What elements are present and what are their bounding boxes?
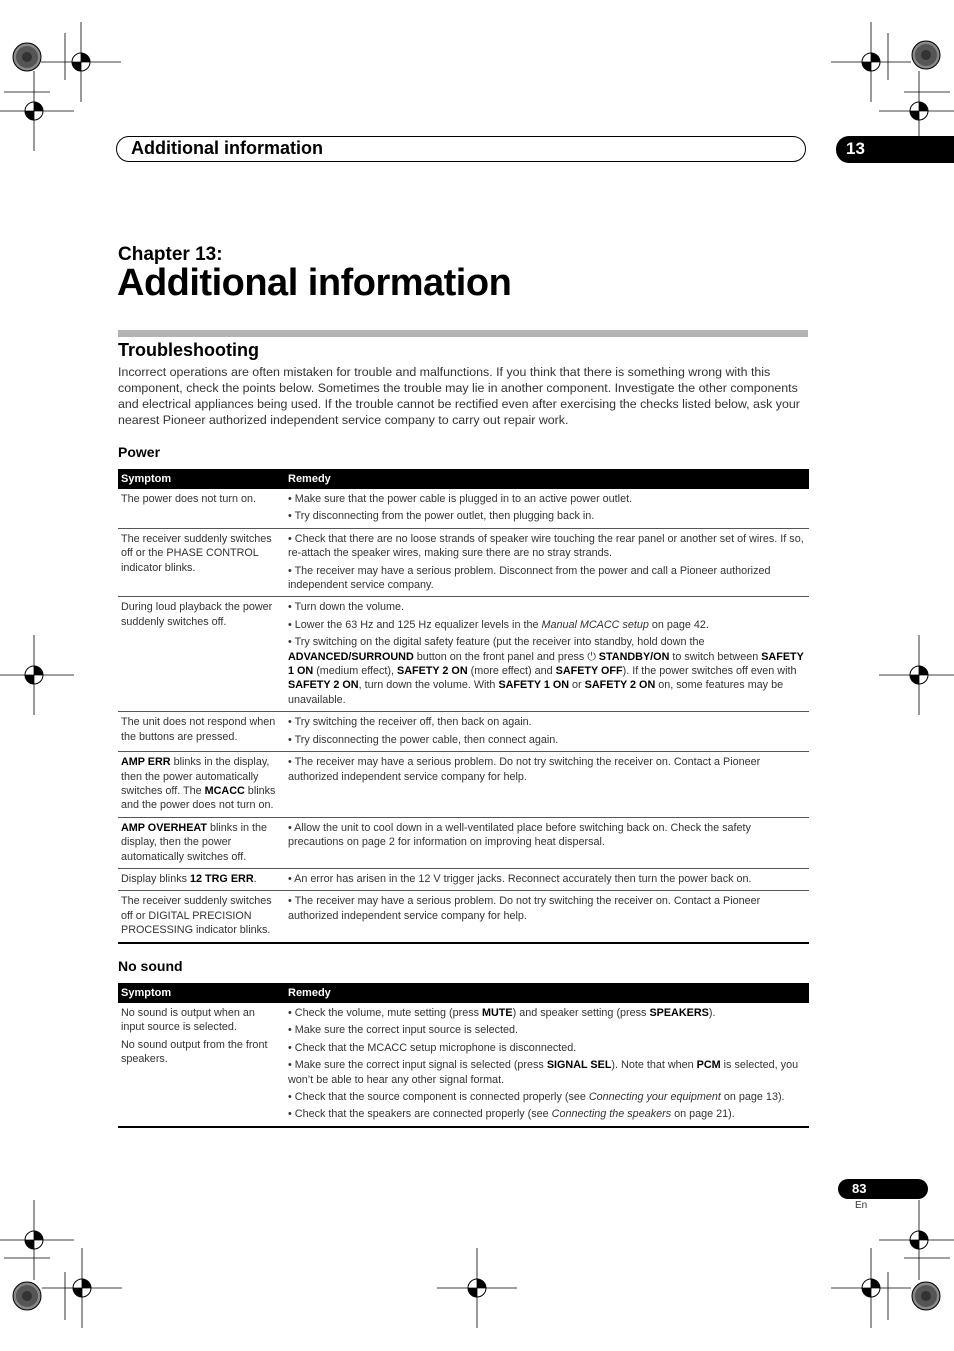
remedy-cell bbox=[284, 891, 809, 943]
remedy-cell bbox=[284, 489, 809, 528]
table-row bbox=[118, 868, 809, 890]
remedy-cell bbox=[284, 597, 809, 712]
page-number-badge bbox=[838, 1179, 928, 1199]
symptom-text: The receiver suddenly switches off or DIGITAL PRECISION PROCESSING indicator blinks. bbox=[121, 895, 272, 937]
section-rule bbox=[118, 330, 808, 337]
symptom-text: Display blinks 12 TRG ERR. bbox=[121, 872, 257, 885]
table-row bbox=[118, 489, 809, 528]
symptom-column-header: Symptom bbox=[118, 983, 284, 1003]
table-row bbox=[118, 712, 809, 752]
symptom-column-header: Symptom bbox=[118, 469, 284, 489]
remedy-cell bbox=[284, 528, 809, 597]
symptom-cell bbox=[118, 891, 284, 943]
remedy-item: • Check that the speakers are connected properly (see Connecting the speakers on page 21). bbox=[288, 1108, 735, 1121]
remedy-item: • The receiver may have a serious problem. Do not try switching the receiver on. Contact a Pioneer authorized independent service company for help. bbox=[288, 756, 761, 783]
section-intro: Incorrect operations are often mistaken for trouble and malfunctions. If you think that there is something wrong with this component, check the points below. Sometimes the trouble may lie in another component. Investigate the other components and electrical appliances being used. If the trouble cannot be rectified even after exercising the checks listed below, ask your nearest Pioneer authorized independent service company to carry out repair work. bbox=[118, 365, 800, 427]
symptom-cell bbox=[118, 528, 284, 597]
symptom-text: AMP OVERHEAT blinks in the display, then the power automatically switches off. bbox=[121, 821, 268, 863]
remedy-cell bbox=[284, 752, 809, 818]
no-sound-subheading: No sound bbox=[118, 958, 183, 974]
remedy-item: • The receiver may have a serious problem. Disconnect from the power and call a Pioneer authorized independent service company. bbox=[288, 564, 771, 592]
symptom-cell bbox=[118, 712, 284, 752]
remedy-item: • Lower the 63 Hz and 125 Hz equalizer levels in the Manual MCACC setup on page 42. bbox=[288, 618, 709, 631]
remedy-cell bbox=[284, 817, 809, 868]
remedy-item: • Turn down the volume. bbox=[288, 601, 405, 614]
section-title: Troubleshooting bbox=[118, 340, 259, 360]
page-number: 83 bbox=[852, 1181, 867, 1196]
table-header-row bbox=[118, 469, 809, 489]
page-language: En bbox=[855, 1200, 868, 1211]
symptom-cell bbox=[118, 489, 284, 528]
table-row bbox=[118, 1003, 809, 1127]
remedy-cell bbox=[284, 868, 809, 890]
chapter-tab bbox=[836, 136, 954, 163]
symptom-text: During loud playback the power suddenly switches off. bbox=[121, 601, 273, 628]
symptom-cell bbox=[118, 752, 284, 818]
table-header-row bbox=[118, 983, 809, 1003]
symptom-cell bbox=[118, 1003, 284, 1127]
power-subheading: Power bbox=[118, 444, 161, 460]
symptom-cell bbox=[118, 868, 284, 890]
remedy-item: • Make sure the correct input source is selected. bbox=[288, 1024, 519, 1037]
remedy-item: • The receiver may have a serious problem. Do not try switching the receiver on. Contact a Pioneer authorized independent service company for help. bbox=[288, 895, 761, 922]
power-table bbox=[118, 469, 809, 944]
symptom-text: The power does not turn on. bbox=[121, 493, 257, 505]
symptom-text: The receiver suddenly switches off or the PHASE CONTROL indicator blinks. bbox=[121, 532, 272, 574]
symptom-cell bbox=[118, 817, 284, 868]
header-title: Additional information bbox=[131, 138, 323, 158]
remedy-item: • Allow the unit to cool down in a well-ventilated place before switching back on. Check the safety precautions on page 2 for information on improving heat dispersal. bbox=[288, 821, 751, 849]
table-row bbox=[118, 891, 809, 943]
chapter-title: Additional information bbox=[117, 262, 512, 304]
remedy-item: • Try disconnecting from the power outlet, then plugging back in. bbox=[288, 510, 595, 523]
symptom-cell bbox=[118, 597, 284, 712]
remedy-item: • Check that the MCACC setup microphone is disconnected. bbox=[288, 1041, 577, 1054]
table-row bbox=[118, 752, 809, 818]
symptom-text: The unit does not respond when the buttons are pressed. bbox=[121, 716, 276, 743]
remedy-cell bbox=[284, 1003, 809, 1127]
symptom-text: No sound output from the front speakers. bbox=[121, 1038, 268, 1066]
remedy-item: • Check that the source component is connected properly (see Connecting your equipment on page 13). bbox=[288, 1091, 785, 1104]
no-sound-table bbox=[118, 983, 809, 1128]
remedy-item: • Check that there are no loose strands of speaker wire touching the rear panel or another set of wires. If so, re-attach the speaker wires, making sure there are no stray strands. bbox=[288, 532, 804, 560]
symptom-text: No sound is output when an input source is selected. bbox=[121, 1007, 255, 1034]
remedy-item: • Try disconnecting the power cable, then connect again. bbox=[288, 733, 559, 746]
remedy-item: • Make sure the correct input signal is selected (press SIGNAL SEL). Note that when PCM is selected, you won’t be able to hear any other signal format. bbox=[288, 1059, 799, 1086]
remedy-column-header: Remedy bbox=[284, 983, 809, 1003]
table-row bbox=[118, 528, 809, 597]
remedy-item: • An error has arisen in the 12 V trigger jacks. Reconnect accurately then turn the power back on. bbox=[288, 872, 752, 885]
table-row bbox=[118, 817, 809, 868]
table-row bbox=[118, 597, 809, 712]
remedy-item: • Try switching on the digital safety feature (put the receiver into standby, hold down the ADVANCED/SURROUND button on the front panel and press ⏻ STANDBY/ON to switch between SAFETY 1 ON (medium effect), SAFETY 2 ON (more effect) and SAFETY OFF). If the power switches off even with SAFETY 2 ON, turn down the volume. With SAFETY 1 ON or SAFETY 2 ON on, some features may be unavailable. bbox=[288, 636, 804, 706]
chapter-tab-number: 13 bbox=[846, 139, 865, 158]
chapter-label: Chapter 13: bbox=[118, 244, 223, 265]
remedy-item: • Make sure that the power cable is plugged in to an active power outlet. bbox=[288, 493, 633, 505]
symptom-text: AMP ERR blinks in the display, then the power automatically switches off. The MCACC blinks and the power does not turn on. bbox=[121, 756, 276, 812]
remedy-cell bbox=[284, 712, 809, 752]
remedy-item: • Try switching the receiver off, then back on again. bbox=[288, 716, 532, 729]
remedy-column-header: Remedy bbox=[284, 469, 809, 489]
remedy-item: • Check the volume, mute setting (press MUTE) and speaker setting (press SPEAKERS). bbox=[288, 1007, 716, 1019]
